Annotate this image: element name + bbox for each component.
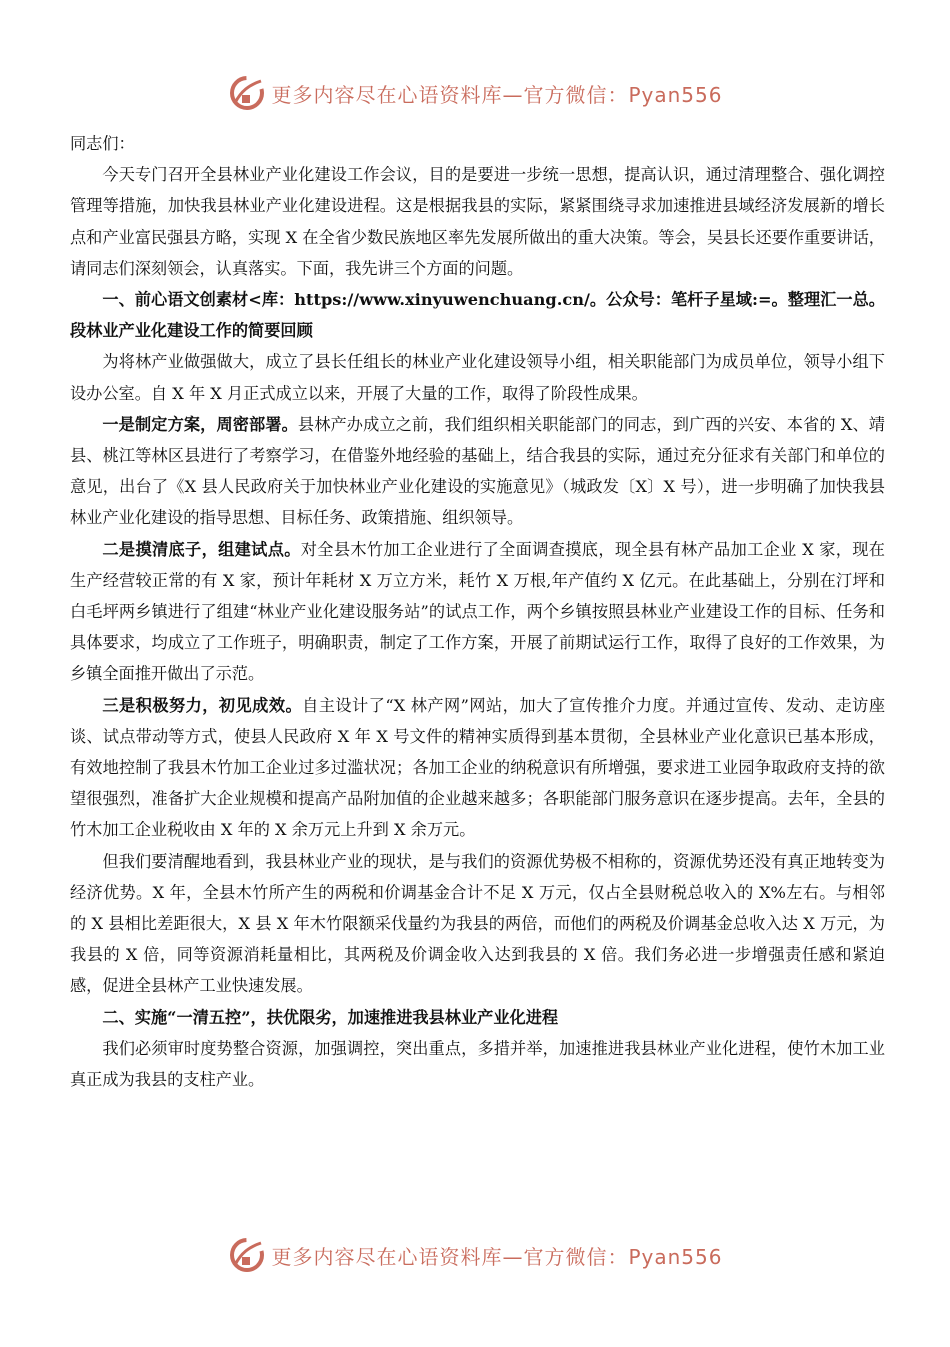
header-banner xyxy=(0,68,950,118)
brush-seal-logo-icon xyxy=(227,73,267,113)
point-one-body: 县林产办成立之前，我们组织相关职能部门的同志，到广西的兴安、本省的 X、靖县、桃江等林区县进行了考察学习，在借鉴外地经验的基础上，结合我县的实际，通过充分征求有关部门和单位的意见，出台了《X 县人民政府关于加快林业产业化建设的实施意见》（城政发〔X〕X 号），进一步明确了加快我县林业产业化建设的指导思想、目标任务、政策措施、组织领导。 xyxy=(70,414,885,528)
greeting: 同志们： xyxy=(70,134,135,153)
banner-text: 更多内容尽在心语资料库—官方微信：Pyan556 xyxy=(271,1244,723,1269)
section-heading-1 xyxy=(70,284,885,346)
paragraph-leadership-group: 为将林产业做强做大，成立了县长任组长的林业产业化建设领导小组，相关职能部门为成员单位，领导小组下设办公室。自 X 年 X 月正式成立以来，开展了大量的工作，取得了阶段性成果。 xyxy=(70,352,885,403)
point-two-lead: 二是摸清底子，组建试点。 xyxy=(102,539,301,559)
section-heading-1-text: 一、前心语文创素材<库：https://www.xinyuwenchuang.cn/。公众号：笔杆子星域:=。整理汇一总。段林业产业化建设工作的简要回顾 xyxy=(70,290,885,341)
paragraph-gap-analysis: 但我们要清醒地看到，我县林业产业的现状，是与我们的资源优势极不相称的，资源优势还没有真正地转变为经济优势。X 年，全县木竹所产生的两税和价调基金合计不足 X 万元，仅占全县财税总收入的 X%左右。与相邻的 X 县相比差距很大，X 县 X 年木竹限额采伐量约为我县的两倍，而他们的两税及价调基金总收入达 X 万元，为我县的 X 倍，同等资源消耗量相比，其两税及价调金收入达到我县的 X 倍。我们务必进一步增强责任感和紧迫感，促进全县林产工业快速发展。 xyxy=(70,851,885,996)
banner-text: 更多内容尽在心语资料库—官方微信：Pyan556 xyxy=(271,82,723,107)
point-three-body: 自主设计了“X 林产网”网站，加大了宣传推介力度。并通过宣传、发动、走访座谈、试点带动等方式，使县人民政府 X 年 X 号文件的精神实质得到基本贯彻，全县林业产业化意识已基本形成，有效地控制了我县木竹加工企业过多过滥状况；各加工企业的纳税意识有所增强，要求进工业园争取政府支持的欲望很强烈，准备扩大企业规模和提高产品附加值的企业越来越多；各职能部门服务意识在逐步提高。去年，全县的竹木加工企业税收由 X 年的 X 余万元上升到 X 余万元。 xyxy=(70,695,886,840)
point-two-body: 对全县木竹加工企业进行了全面调查摸底，现全县有林产品加工企业 X 家，现在生产经营较正常的有 X 家，预计年耗材 X 万立方米，耗竹 X 万根,年产值约 X 亿元。在此基础上，分别在汀坪和白毛坪两乡镇进行了组建“林业产业化建设服务站”的试点工作，两个乡镇按照县林业产业建设工作的目标、任务和具体要求，均成立了工作班子，明确职责，制定了工作方案，开展了前期试运行工作，取得了良好的工作效果，为乡镇全面推开做出了示范。 xyxy=(70,539,885,684)
point-one-lead: 一是制定方案，周密部署。 xyxy=(102,414,298,434)
paragraph-point-three xyxy=(70,690,885,846)
paragraph-intro: 今天专门召开全县林业产业化建设工作会议，目的是要进一步统一思想，提高认识，通过清理整合、强化调控管理等措施，加快我县林业产业化建设进程。这是根据我县的实际，紧紧围绕寻求加速推进县域经济发展新的增长点和产业富民强县方略，实现 X 在全省少数民族地区率先发展所做出的重大决策。等会，吴县长还要作重要讲话，请同志们深刻领会，认真落实。下面，我先讲三个方面的问题。 xyxy=(70,165,885,278)
point-three-lead: 三是积极努力，初见成效。 xyxy=(102,695,303,715)
paragraph-integration: 我们必须审时度势整合资源，加强调控，突出重点，多措并举，加速推进我县林业产业化进程，使竹木加工业真正成为我县的支柱产业。 xyxy=(70,1038,885,1090)
brush-seal-logo-icon xyxy=(227,1235,267,1275)
document-body xyxy=(70,128,885,1095)
footer-banner xyxy=(0,1230,950,1280)
paragraph-point-one xyxy=(70,409,885,534)
section-heading-2 xyxy=(70,1002,885,1033)
section-heading-2-text: 二、实施“一清五控”，扶优限劣，加速推进我县林业产业化进程 xyxy=(102,1007,559,1027)
paragraph-point-two xyxy=(70,534,885,690)
